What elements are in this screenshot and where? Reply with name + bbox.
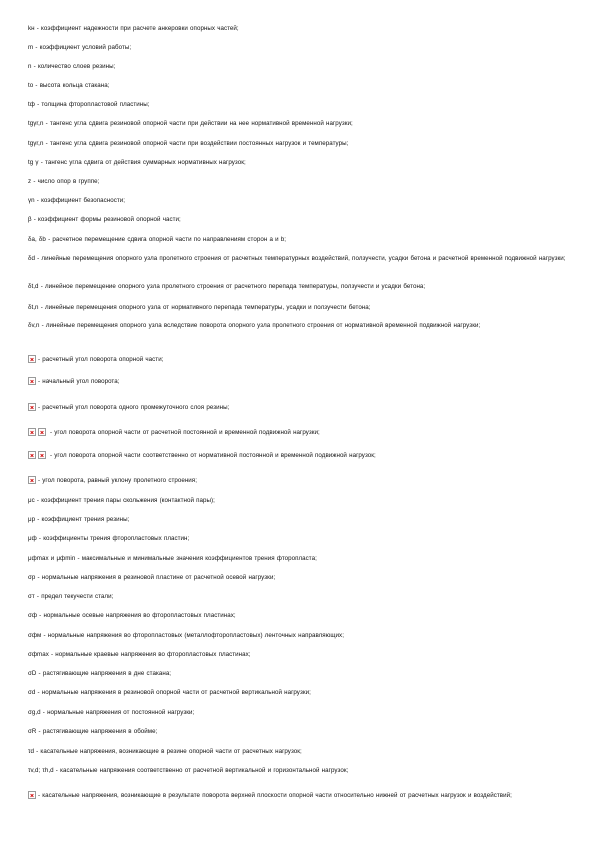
text-line [28,574,566,582]
text-line [28,516,566,524]
line-text: μр - коэффициент трения резины; [28,516,130,523]
broken-image-icon [28,403,36,411]
text-line [28,377,566,386]
text-line [28,535,566,543]
line-text: m - коэффициент условий работы; [28,44,132,51]
text-line [28,255,566,263]
text-line [28,709,566,717]
line-text: z - число опор в группе; [28,178,100,185]
line-text: tgγr,n - тангенс угла сдвига резиновой опорной части при воздействии постоянных нагрузок и температуры; [28,140,349,147]
text-line [28,428,566,437]
text-line [28,63,566,71]
line-text: σф - нормальные осевые напряжения во фторопластовых пластинах; [28,612,236,619]
broken-image-icon [28,791,36,799]
text-line [28,322,566,330]
line-text: - расчетный угол поворота опорной части; [38,356,164,363]
text-line [28,593,566,601]
line-text: δd - линейные перемещения опорного узла пролетного строения от расчетных температурных воздействий, ползучести, усадки бетона и расчетной временной подвижной нагрузки; [28,255,566,262]
line-text: σR - растягивающие напряжения в обойме; [28,728,158,735]
line-text: μфmax и μфmin - максимальные и минимальные значения коэффициентов трения фторопласта; [28,555,317,562]
line-text: σg,d - нормальные напряжения от постоянной нагрузки; [28,709,195,716]
text-line [28,44,566,52]
line-text: - угол поворота, равный уклону пролетного строения; [38,477,197,484]
text-line [28,197,566,205]
text-line [28,101,566,109]
line-text: β - коэффициент формы резиновой опорной части; [28,216,181,223]
text-line [28,159,566,167]
text-line [28,451,566,460]
text-line [28,651,566,659]
text-line [28,304,566,312]
text-line [28,728,566,736]
text-line [28,283,566,291]
line-text: - расчетный угол поворота одного промежуточного слоя резины; [38,404,230,411]
line-text: δv,n - линейные перемещения опорного узла вследствие поворота опорного узла пролетного строения от нормативной временной подвижной нагрузки; [28,322,481,329]
line-text: σd - нормальные напряжения в резиновой опорной части от расчетной вертикальной нагрузки; [28,689,311,696]
line-text: - начальный угол поворота; [38,378,120,385]
line-text: tф - толщина фторопластовой пластины; [28,101,150,108]
line-text: τv,d; τh,d - касательные напряжения соответственно от расчетной вертикальной и горизонтальной нагрузок; [28,767,349,774]
line-text: μф - коэффициенты трения фторопластовых пластин; [28,535,190,542]
text-line [28,670,566,678]
text-line [28,216,566,224]
text-line [28,120,566,128]
icon-group [28,428,48,437]
line-text: σфм - нормальные напряжения во фторопластовых (металлофторопластовых) ленточных направляющих; [28,632,344,639]
icon-group [28,451,48,460]
text-line [28,476,566,485]
line-text: - угол поворота опорной части соответственно от нормативной постоянной и временной подвижной нагрузок; [50,452,376,459]
line-text: δt,n - линейные перемещения опорного узла от нормативного перепада температуры, усадки и ползучести бетона; [28,304,371,311]
text-line [28,767,566,775]
broken-image-icon [28,428,36,436]
line-text: σD - растягивающие напряжения в дне стакана; [28,670,172,677]
line-text: tg γ - тангенс угла сдвига от действия суммарных нормативных нагрузок; [28,159,246,166]
text-line [28,791,566,800]
line-text: σт - предел текучести стали; [28,593,114,600]
line-text: τd - касательные напряжения, возникающие в резине опорной части от расчетных нагрузок; [28,748,302,755]
text-line [28,355,566,364]
text-line [28,612,566,620]
broken-image-icon [28,355,36,363]
text-line [28,689,566,697]
text-line [28,25,566,33]
text-line [28,178,566,186]
line-text: kн - коэффициент надежности при расчете анкеровки опорных частей; [28,25,239,32]
line-text: γn - коэффициент безопасности; [28,197,125,204]
line-text: μc - коэффициент трения пары скольжения (контактной пары); [28,497,215,504]
line-text: σфmax - нормальные краевые напряжения во фторопластовых пластинах; [28,651,251,658]
line-text: - касательные напряжения, возникающие в результате поворота верхней плоскости опорной части относительно нижней от расчетных нагрузок и воздействий; [38,792,512,799]
broken-image-icon [28,377,36,385]
line-text: δa, δb - расчетное перемещение сдвига опорной части по направлениям сторон a и b; [28,236,287,243]
text-line [28,632,566,640]
line-text: - угол поворота опорной части от расчетной постоянной и временной подвижной нагрузки; [50,429,320,436]
line-text: to - высота кольца стакана; [28,82,110,89]
text-line [28,748,566,756]
line-text: n - количество слоев резины; [28,63,116,70]
text-line [28,82,566,90]
broken-image-icon [28,476,36,484]
text-line [28,403,566,412]
broken-image-icon [28,451,36,459]
broken-image-icon [38,428,46,436]
text-line [28,236,566,244]
line-text: σр - нормальные напряжения в резиновой пластине от расчетной осевой нагрузки; [28,574,276,581]
text-line [28,140,566,148]
broken-image-icon [38,451,46,459]
line-text: δt,d - линейное перемещение опорного узла пролетного строения от расчетного перепада температуры, ползучести и усадки бетона; [28,283,426,290]
line-text: tgγr,n - тангенс угла сдвига резиновой опорной части при действии на нее нормативной временной нагрузки; [28,120,353,127]
text-line [28,497,566,505]
text-line [28,555,566,563]
